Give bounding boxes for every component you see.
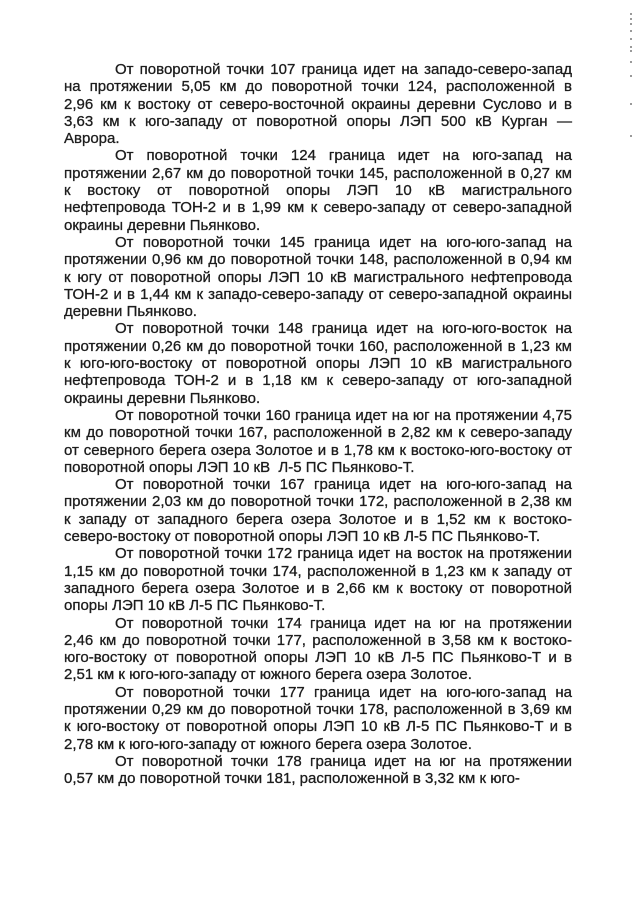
scan-artifact-dot <box>630 61 632 63</box>
scan-artifact-dot <box>630 18 632 20</box>
scan-artifact-dot <box>630 103 632 105</box>
paragraph-point-145: От поворотной точки 145 граница идет на юго-юго-запад на протяжении 0,96 км до поворотной точки 148, расположенной в 0,94 км к югу от поворотной опоры ЛЭП 10 кВ магистрального нефтепровода ТОН-2 и в 1,44 км к западо-северо-западу от северо-западной окраины деревни Пьянково. <box>64 233 572 321</box>
paragraph-point-124: От поворотной точки 124 граница идет на юго-запад на протяжении 2,67 км до поворотной точки 145, расположенной в 0,27 км к востоку от поворотной опоры ЛЭП 10 кВ магистрального нефтепровода ТОН-2 и в 1,99 км к северо-западу от северо-западной окраины деревни Пьянково. <box>64 147 572 234</box>
paragraph-point-107: От поворотной точки 107 граница идет на западо-северо-запад на протяжении 5,05 км до поворотной точки 124, расположенной в 2,96 км к востоку от северо-восточной окраины деревни Суслово и в 3,63 км к юго-западу от поворотной опоры ЛЭП 500 кВ Курган — Аврора. <box>64 61 572 148</box>
paragraph-point-177: От поворотной точки 177 граница идет на юго-юго-запад на протяжении 0,29 км до поворотной точки 178, расположенной в 3,69 км к юго-востоку от поворотной опоры ЛЭП 10 кВ Л-5 ПС Пьянково-Т и в 2,78 км к юго-юго-западу от южного берега озера Золотое. <box>64 683 572 753</box>
scan-artifact-dot <box>630 75 632 77</box>
paragraph-point-160: От поворотной точки 160 граница идет на юг на протяжении 4,75 км до поворотной точки 167, расположенной в 2,82 км к северо-западу от северного берега озера Золотое и в 1,78 км к востоко-юго-востоку от поворотной опоры ЛЭП 10 кВ Л-5 ПС Пьянково-Т. <box>64 406 572 476</box>
scan-artifact-dot <box>630 23 632 25</box>
scan-artifact-dot <box>630 50 632 52</box>
paragraph-point-174: От поворотной точки 174 граница идет на юг на протяжении 2,46 км до поворотной точки 177, расположенной в 3,58 км к востоко-юго-востоку от поворотной опоры ЛЭП 10 кВ Л-5 ПС Пьянково-Т и в 2,51 км к юго-юго-западу от южного берега озера Золотое. <box>64 614 572 684</box>
scan-artifact-dot <box>630 135 632 137</box>
scan-artifact-dot <box>630 13 632 15</box>
paragraph-point-178: От поворотной точки 178 граница идет на юг на протяжении 0,57 км до поворотной точки 181, расположенной в 3,32 км к юго- <box>64 752 572 788</box>
paragraph-point-172: От поворотной точки 172 граница идет на восток на протяжении 1,15 км до поворотной точки 174, расположенной в 1,23 км к западу от западного берега озера Золотое и в 2,66 км к востоку от поворотной опоры ЛЭП 10 кВ Л-5 ПС Пьянково-Т. <box>64 545 572 615</box>
paragraph-point-148: От поворотной точки 148 граница идет на юго-юго-восток на протяжении 0,26 км до поворотной точки 160, расположенной в 1,23 км к юго-юго-востоку от поворотной опоры ЛЭП 10 кВ магистрального нефтепровода ТОН-2 и в 1,18 км к северо-западу от юго-западной окраины деревни Пьянково. <box>64 320 572 407</box>
scan-artifact-dot <box>630 46 632 48</box>
boundary-description-text <box>64 61 572 787</box>
scan-artifact-dot <box>630 30 632 32</box>
scan-artifact-dot <box>630 38 632 40</box>
paragraph-point-167: От поворотной точки 167 граница идет на юго-юго-запад на протяжении 2,03 км до поворотной точки 172, расположенной в 2,38 км к западу от западного берега озера Золотое и в 1,52 км к востоко-северо-востоку от поворотной опоры ЛЭП 10 кВ Л-5 ПС Пьянково-Т. <box>64 476 572 546</box>
